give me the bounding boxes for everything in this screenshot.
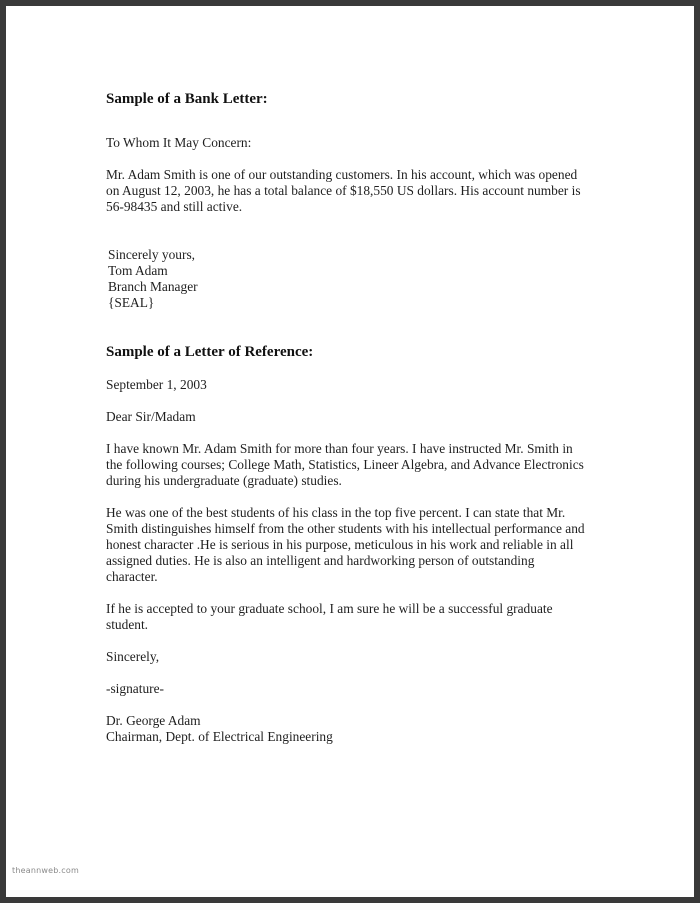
document-page [6,6,694,897]
text-line: Smith distinguishes himself from the other students with his intellectual performance and [106,521,585,536]
text-line: during his undergraduate (graduate) studies. [106,473,342,488]
text-line: Mr. Adam Smith is one of our outstanding customers. In his account, which was opened [106,167,578,182]
text-line: on August 12, 2003, he has a total balance of $18,550 US dollars. His account number is [106,183,581,198]
text-line: the following courses; College Math, Statistics, Lineer Algebra, and Advance Electronics [106,457,584,472]
text-line: He was one of the best students of his class in the top five percent. I can state that Mr. [106,505,566,520]
bank-letter-closing-block [106,247,626,311]
bank-letter-signer-title: Branch Manager [108,279,198,294]
reference-letter-signer-name: Dr. George Adam [106,713,201,728]
text-line: character. [106,569,158,584]
reference-letter-heading: Sample of a Letter of Reference: [106,344,314,360]
text-line: 56-98435 and still active. [106,199,243,214]
reference-letter-paragraph-3 [106,601,626,633]
document-content [106,90,626,745]
text-line: I have known Mr. Adam Smith for more than four years. I have instructed Mr. Smith in [106,441,573,456]
bank-letter-salutation: To Whom It May Concern: [106,135,252,150]
text-line: student. [106,617,149,632]
reference-letter-section [106,343,626,745]
reference-letter-paragraph-2 [106,505,626,585]
bank-letter-section [106,90,626,311]
reference-letter-salutation: Dear Sir/Madam [106,409,196,424]
bank-letter-heading: Sample of a Bank Letter: [106,91,268,107]
reference-letter-date: September 1, 2003 [106,377,207,392]
text-line: honest character .He is serious in his purpose, meticulous in his work and reliable in all [106,537,574,552]
bank-letter-signer-name: Tom Adam [108,263,168,278]
reference-letter-paragraph-1 [106,441,626,489]
reference-letter-signer-block [106,713,626,745]
watermark-text: theannweb.com [12,866,79,875]
bank-letter-closing: Sincerely yours, [108,247,196,262]
text-line: If he is accepted to your graduate school, I am sure he will be a successful graduate [106,601,553,616]
bank-letter-body [106,167,626,215]
reference-letter-signer-title: Chairman, Dept. of Electrical Engineering [106,729,333,744]
bank-letter-seal: {SEAL} [108,295,155,310]
text-line: assigned duties. He is also an intelligent and hardworking person of outstanding [106,553,535,568]
reference-letter-closing: Sincerely, [106,649,160,664]
reference-letter-signature: -signature- [106,681,165,696]
